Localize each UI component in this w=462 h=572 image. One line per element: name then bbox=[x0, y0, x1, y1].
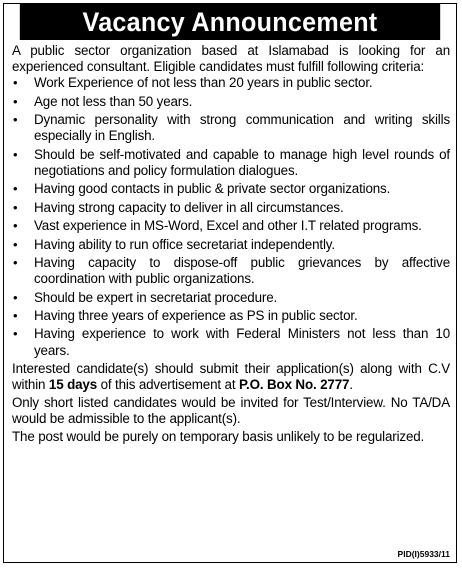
list-item: • Age not less than 50 years. bbox=[13, 93, 193, 109]
bullet-icon: • bbox=[13, 326, 18, 342]
list-item: • Should be self-motivated and capable to manage high level rounds of negotiations and policy formulation dialogues. bbox=[13, 146, 450, 178]
bullet-icon: • bbox=[13, 93, 18, 109]
list-item: • Dynamic personality with strong communication and writing skills especially in English. bbox=[13, 112, 450, 144]
announcement-title: Vacancy Announcement bbox=[20, 4, 440, 40]
shortlist-note: Only short listed candidates would be invited for Test/Interview. No TA/DA would be admissible to the applicant(s). bbox=[12, 394, 450, 427]
bullet-icon: • bbox=[13, 218, 18, 234]
bullet-icon: • bbox=[13, 254, 18, 270]
list-item: • Work Experience of not less than 20 years in public sector. bbox=[13, 75, 373, 91]
bullet-icon: • bbox=[13, 236, 18, 252]
criteria-list bbox=[12, 75, 450, 358]
deadline: 15 days bbox=[48, 377, 97, 393]
list-item: • Having ability to run office secretariat independently. bbox=[13, 236, 335, 252]
list-item: • Having experience to work with Federal Ministers not less than 10 years. bbox=[13, 326, 450, 358]
bullet-icon: • bbox=[13, 75, 18, 91]
list-item: • Having good contacts in public & private sector organizations. bbox=[13, 181, 391, 197]
reference-code: PID(I)5933/11 bbox=[397, 549, 450, 559]
postal-address: P.O. Box No. 2777 bbox=[238, 377, 350, 393]
list-item: • Having strong capacity to deliver in all circumstances. bbox=[13, 199, 344, 215]
list-item: • Having three years of experience as PS in public sector. bbox=[13, 307, 358, 323]
announcement-body bbox=[4, 40, 456, 445]
list-item: • Should be expert in secretariat procedure. bbox=[13, 289, 278, 305]
bullet-icon: • bbox=[13, 307, 18, 323]
list-item: • Having capacity to dispose-off public grievances by affective coordination with public organizations. bbox=[13, 254, 450, 287]
application-instructions: Interested candidate(s) should submit their application(s) along with C.V within 15 days of this advertisement at P.O. Box No. 2777. bbox=[12, 360, 450, 393]
bullet-icon: • bbox=[13, 199, 18, 215]
list-item: • Vast experience in MS-Word, Excel and other I.T related programs. bbox=[13, 218, 422, 234]
intro-paragraph: A public sector organization based at Islamabad is looking for an experienced consultant. Eligible candidates must fulfill following criteria: bbox=[12, 43, 450, 75]
bullet-icon: • bbox=[13, 289, 18, 305]
vacancy-announcement bbox=[3, 3, 457, 563]
bullet-icon: • bbox=[13, 146, 18, 162]
bullet-icon: • bbox=[13, 181, 18, 197]
basis-note: The post would be purely on temporary basis unlikely to be regularized. bbox=[12, 428, 425, 444]
bullet-icon: • bbox=[13, 112, 18, 128]
